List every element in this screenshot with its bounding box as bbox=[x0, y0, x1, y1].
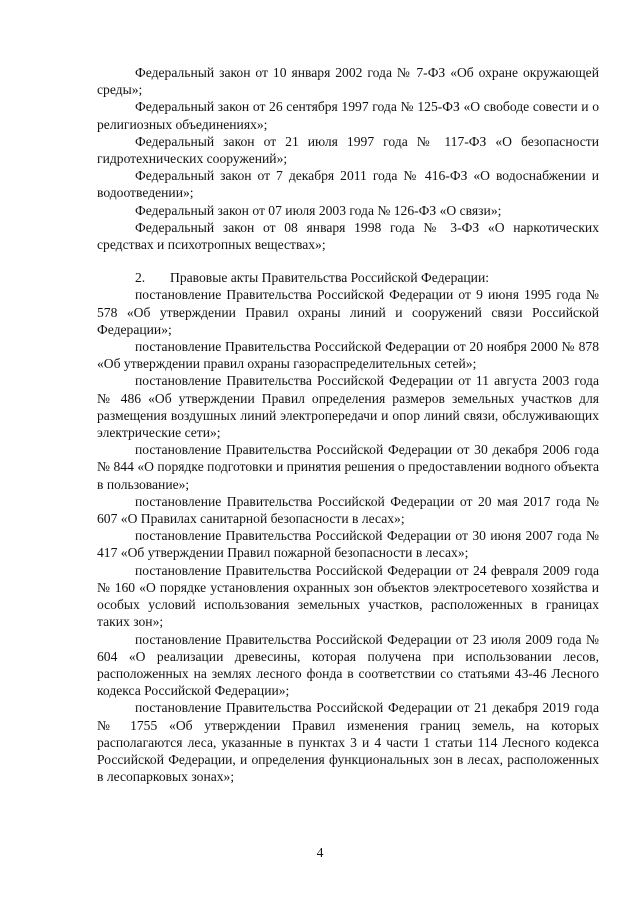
document-body bbox=[97, 64, 599, 785]
page-number: 4 bbox=[316, 845, 324, 860]
federal-law-item: Федеральный закон от 21 июля 1997 года № 117-ФЗ «О безопасности гидротехнических сооружений»; bbox=[97, 133, 599, 167]
government-act-item: постановление Правительства Российской Федерации от 30 декабря 2006 года № 844 «О порядке подготовки и принятия решения о предоставлении водного объекта в пользование»; bbox=[97, 442, 599, 492]
government-act-item: постановление Правительства Российской Федерации от 23 июля 2009 года № 604 «О реализации древесины, которая получена при использовании лесов, расположенных на землях лесного фонда в соответствии со статьями 43-46 Лесного кодекса Российской Федерации»; bbox=[97, 631, 599, 699]
government-act-item: постановление Правительства Российской Федерации от 9 июня 1995 года № 578 «Об утверждении Правил охраны линий и сооружений связи Российской Федерации»; bbox=[97, 287, 599, 337]
section-heading bbox=[97, 269, 599, 286]
government-act-item: постановление Правительства Российской Федерации от 11 августа 2003 года № 486 «Об утверждении Правил определения размеров земельных участков для размещения воздушных линий электропередачи и опор линий связи, обслуживающих электрические сети»; bbox=[97, 373, 599, 441]
federal-law-item: Федеральный закон от 10 января 2002 года № 7-ФЗ «Об охране окружающей среды»; bbox=[97, 65, 599, 98]
government-act-item: постановление Правительства Российской Федерации от 30 июня 2007 года № 417 «Об утверждении Правил пожарной безопасности в лесах»; bbox=[97, 528, 599, 561]
government-act-item: постановление Правительства Российской Федерации от 20 ноября 2000 № 878 «Об утверждении правил охраны газораспределительных сетей»; bbox=[97, 339, 599, 372]
government-act-item: постановление Правительства Российской Федерации от 21 декабря 2019 года № 1755 «Об утверждении Правил изменения границ земель, на которых располагаются леса, указанные в пунктах 3 и 4 части 1 статьи 114 Лесного кодекса Российской Федерации, и определения функциональных зон в лесах, расположенных в лесопарковых зонах»; bbox=[97, 700, 599, 785]
federal-law-item: Федеральный закон от 7 декабря 2011 года № 416-ФЗ «О водоснабжении и водоотведении»; bbox=[97, 168, 599, 201]
section-number: 2. bbox=[135, 270, 146, 286]
federal-law-item: Федеральный закон от 07 июля 2003 года № 126-ФЗ «О связи»; bbox=[135, 202, 502, 218]
federal-law-item: Федеральный закон от 26 сентября 1997 года № 125-ФЗ «О свободе совести и о религиозных объединениях»; bbox=[97, 99, 599, 132]
government-act-item: постановление Правительства Российской Федерации от 24 февраля 2009 года № 160 «О порядке установления охранных зон объектов электросетевого хозяйства и особых условий использования земельных участков, расположенных в границах таких зон»; bbox=[97, 562, 599, 630]
section-spacer bbox=[97, 253, 599, 269]
section-title: Правовые акты Правительства Российской Федерации: bbox=[170, 270, 489, 286]
government-act-item: постановление Правительства Российской Федерации от 20 мая 2017 года № 607 «О Правилах санитарной безопасности в лесах»; bbox=[97, 493, 599, 527]
federal-law-item: Федеральный закон от 08 января 1998 года № 3-ФЗ «О наркотических средствах и психотропных веществах»; bbox=[97, 219, 599, 253]
